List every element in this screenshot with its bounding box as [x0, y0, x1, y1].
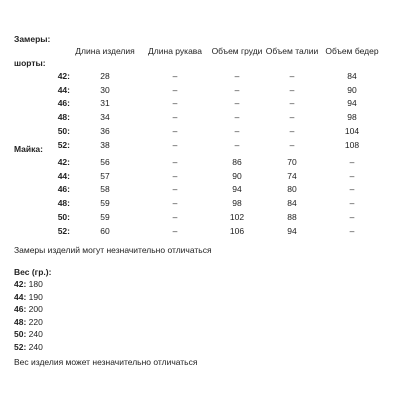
- table-cell: –: [172, 71, 178, 81]
- table-cell: –: [349, 170, 355, 181]
- table-cell: 30: [100, 84, 110, 95]
- table-cell: 108: [344, 139, 360, 150]
- table-cell: –: [234, 84, 240, 95]
- table-cell: –: [289, 98, 295, 109]
- table-cell: 106: [229, 225, 245, 236]
- table-cell: 31: [100, 98, 110, 109]
- table-cell: –: [234, 139, 240, 150]
- table-cell: 28: [100, 71, 110, 81]
- table-cell: 70: [287, 157, 297, 167]
- table-cell: –: [289, 125, 295, 136]
- size-label: 52:: [57, 139, 70, 150]
- weight-value: 240: [26, 329, 43, 340]
- weight-size: 46:: [14, 304, 27, 315]
- table-cell: –: [172, 84, 178, 95]
- table-cell: 94: [347, 98, 357, 109]
- table-cell: –: [349, 198, 355, 209]
- table-cell: 104: [344, 125, 360, 136]
- weight-row: [14, 317, 43, 327]
- table-cell: 60: [100, 225, 110, 236]
- table-cell: –: [234, 125, 240, 136]
- weight-size: 48:: [14, 316, 27, 327]
- measure-note: Замеры изделий могут незначительно отличаться: [14, 245, 212, 255]
- table-cell: –: [234, 112, 240, 123]
- size-label: 44:: [57, 84, 70, 95]
- size-label: 50:: [57, 211, 70, 222]
- column-header: Объем бедер: [325, 46, 379, 56]
- table-cell: –: [349, 211, 355, 222]
- table-cell: 57: [100, 170, 110, 181]
- table-cell: –: [172, 139, 178, 150]
- table-cell: –: [289, 139, 295, 150]
- size-label: 46:: [57, 184, 70, 195]
- weight-size: 42:: [14, 279, 27, 289]
- column-header: Объем груди: [211, 46, 263, 56]
- weight-value: 180: [26, 279, 43, 289]
- size-label: 42:: [57, 71, 70, 81]
- weight-row: [14, 304, 43, 314]
- weight-row: [14, 279, 43, 289]
- size-label: 46:: [57, 98, 70, 109]
- table-cell: 80: [287, 184, 297, 195]
- column-header: Объем талии: [265, 46, 319, 56]
- table-cell: 84: [287, 198, 297, 209]
- weight-row: [14, 329, 43, 339]
- table-cell: 34: [100, 112, 110, 123]
- weight-value: 240: [26, 342, 43, 352]
- table-cell: –: [172, 184, 178, 195]
- table-cell: –: [289, 84, 295, 95]
- table-cell: –: [289, 71, 295, 81]
- weight-size: 44:: [14, 291, 27, 302]
- table-cell: –: [172, 112, 178, 123]
- table-cell: 58: [100, 184, 110, 195]
- weight-value: 200: [26, 304, 43, 315]
- table-cell: –: [234, 71, 240, 81]
- size-label: 48:: [57, 198, 70, 209]
- table-cell: 36: [100, 125, 110, 136]
- table-cell: 90: [232, 170, 242, 181]
- weight-size: 50:: [14, 329, 27, 340]
- table-cell: –: [349, 157, 355, 167]
- table-cell: 88: [287, 211, 297, 222]
- column-header: Длина изделия: [75, 46, 135, 56]
- table-cell: 94: [287, 225, 297, 236]
- weight-label: Вес (гр.):: [14, 267, 52, 277]
- size-label: 44:: [57, 170, 70, 181]
- table-cell: 56: [100, 157, 110, 167]
- shorts-label: шорты:: [14, 58, 46, 68]
- table-cell: 98: [347, 112, 357, 123]
- table-cell: 38: [100, 139, 110, 150]
- table-cell: –: [172, 170, 178, 181]
- measurements-label: Замеры:: [14, 34, 51, 44]
- size-label: 50:: [57, 125, 70, 136]
- weight-row: [14, 342, 43, 352]
- table-cell: 98: [232, 198, 242, 209]
- table-cell: 90: [347, 84, 357, 95]
- weight-size: 52:: [14, 342, 27, 352]
- table-cell: –: [234, 98, 240, 109]
- table-cell: –: [172, 157, 178, 167]
- table-cell: 102: [229, 211, 245, 222]
- size-label: 42:: [57, 157, 70, 167]
- table-cell: 59: [100, 211, 110, 222]
- table-cell: –: [172, 125, 178, 136]
- column-header: Длина рукава: [148, 46, 202, 56]
- weight-value: 190: [26, 291, 43, 302]
- size-label: 48:: [57, 112, 70, 123]
- table-cell: 86: [232, 157, 242, 167]
- size-label: 52:: [57, 225, 70, 236]
- table-cell: –: [172, 225, 178, 236]
- table-cell: –: [172, 211, 178, 222]
- table-cell: –: [172, 198, 178, 209]
- table-cell: 84: [347, 71, 357, 81]
- table-cell: 59: [100, 198, 110, 209]
- table-cell: –: [172, 98, 178, 109]
- tank-label: Майка:: [14, 144, 43, 154]
- weight-value: 220: [26, 316, 43, 327]
- table-cell: 74: [287, 170, 297, 181]
- table-cell: 94: [232, 184, 242, 195]
- weight-note: Вес изделия может незначительно отличаться: [14, 357, 198, 367]
- weight-row: [14, 292, 43, 302]
- table-cell: –: [289, 112, 295, 123]
- table-cell: –: [349, 184, 355, 195]
- table-cell: –: [349, 225, 355, 236]
